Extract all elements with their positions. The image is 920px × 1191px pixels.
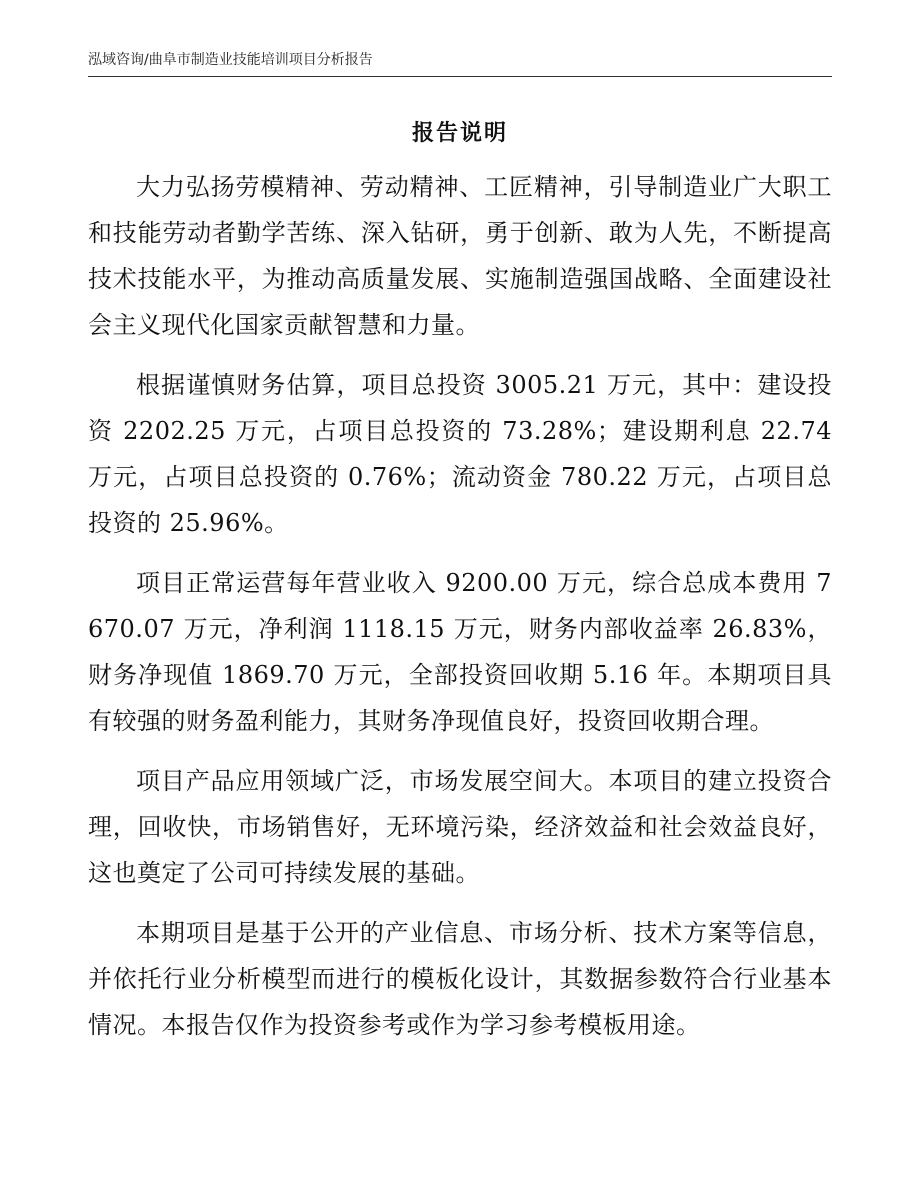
- header-divider: [88, 76, 832, 77]
- page-title: 报告说明: [411, 121, 508, 146]
- paragraph-intro: 大力弘扬劳模精神、劳动精神、工匠精神，引导制造业广大职工和技能劳动者勤学苦练、深入钻研，勇于创新、敢为人先，不断提高技术技能水平，为推动高质量发展、实施制造强国战略、全面建设社会主义现代化国家贡献智慧和力量。: [88, 173, 832, 339]
- report-body: [88, 164, 832, 1062]
- paragraph-investment: 根据谨慎财务估算，项目总投资 3005.21 万元，其中：建设投资 2202.25 万元，占项目总投资的 73.28%；建设期利息 22.74 万元，占项目总投资的 0.76%；流动资金 780.22 万元，占项目总投资的 25.96%。: [88, 371, 832, 537]
- paragraph-disclaimer: 本期项目是基于公开的产业信息、市场分析、技术方案等信息，并依托行业分析模型而进行的模板化设计，其数据参数符合行业基本情况。本报告仅作为投资参考或作为学习参考模板用途。: [88, 919, 832, 1039]
- running-header: 泓域咨询/曲阜市制造业技能培训项目分析报告: [88, 52, 373, 68]
- paragraph-market: 项目产品应用领域广泛，市场发展空间大。本项目的建立投资合理，回收快，市场销售好，无环境污染，经济效益和社会效益良好，这也奠定了公司可持续发展的基础。: [88, 767, 832, 887]
- paragraph-financials: 项目正常运营每年营业收入 9200.00 万元，综合总成本费用 7670.07 万元，净利润 1118.15 万元，财务内部收益率 26.83%，财务净现值 1869.70 万元，全部投资回收期 5.16 年。本期项目具有较强的财务盈利能力，其财务净现值良好，投资回收期合理。: [88, 569, 832, 735]
